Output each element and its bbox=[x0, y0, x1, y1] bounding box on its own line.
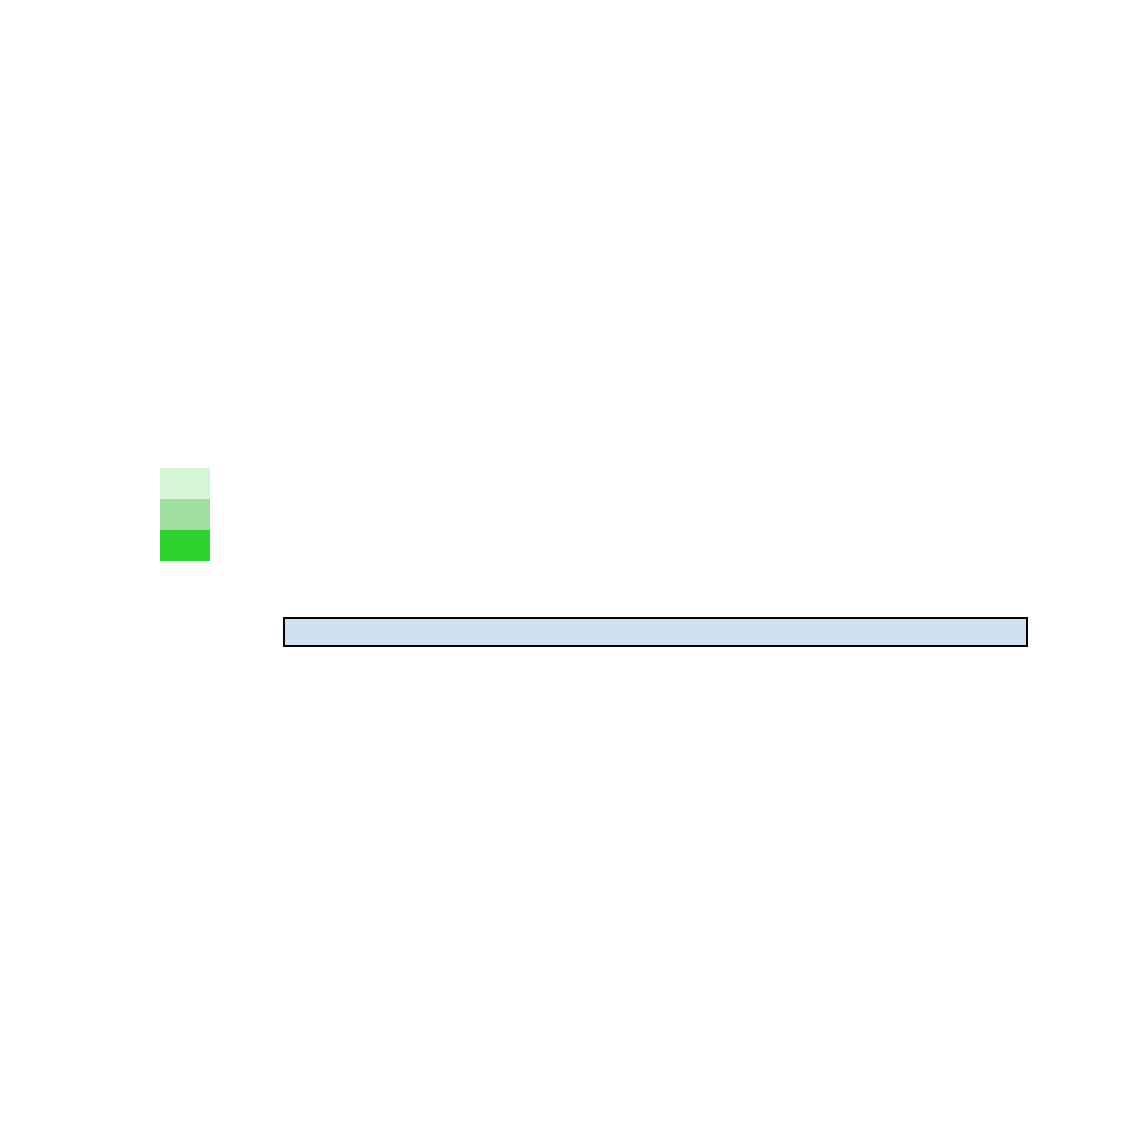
rh90-swatch bbox=[160, 530, 210, 561]
temperature-panel bbox=[283, 878, 1028, 992]
wind-chill-panel bbox=[283, 1002, 1028, 1107]
precip-pressure-panel bbox=[283, 785, 1028, 868]
rh70-swatch bbox=[160, 468, 210, 499]
main-cross-section-panel bbox=[283, 97, 1028, 612]
wind-10m-panel bbox=[283, 650, 1028, 775]
local-weekday-strip bbox=[283, 617, 1028, 647]
rh80-swatch bbox=[160, 499, 210, 530]
